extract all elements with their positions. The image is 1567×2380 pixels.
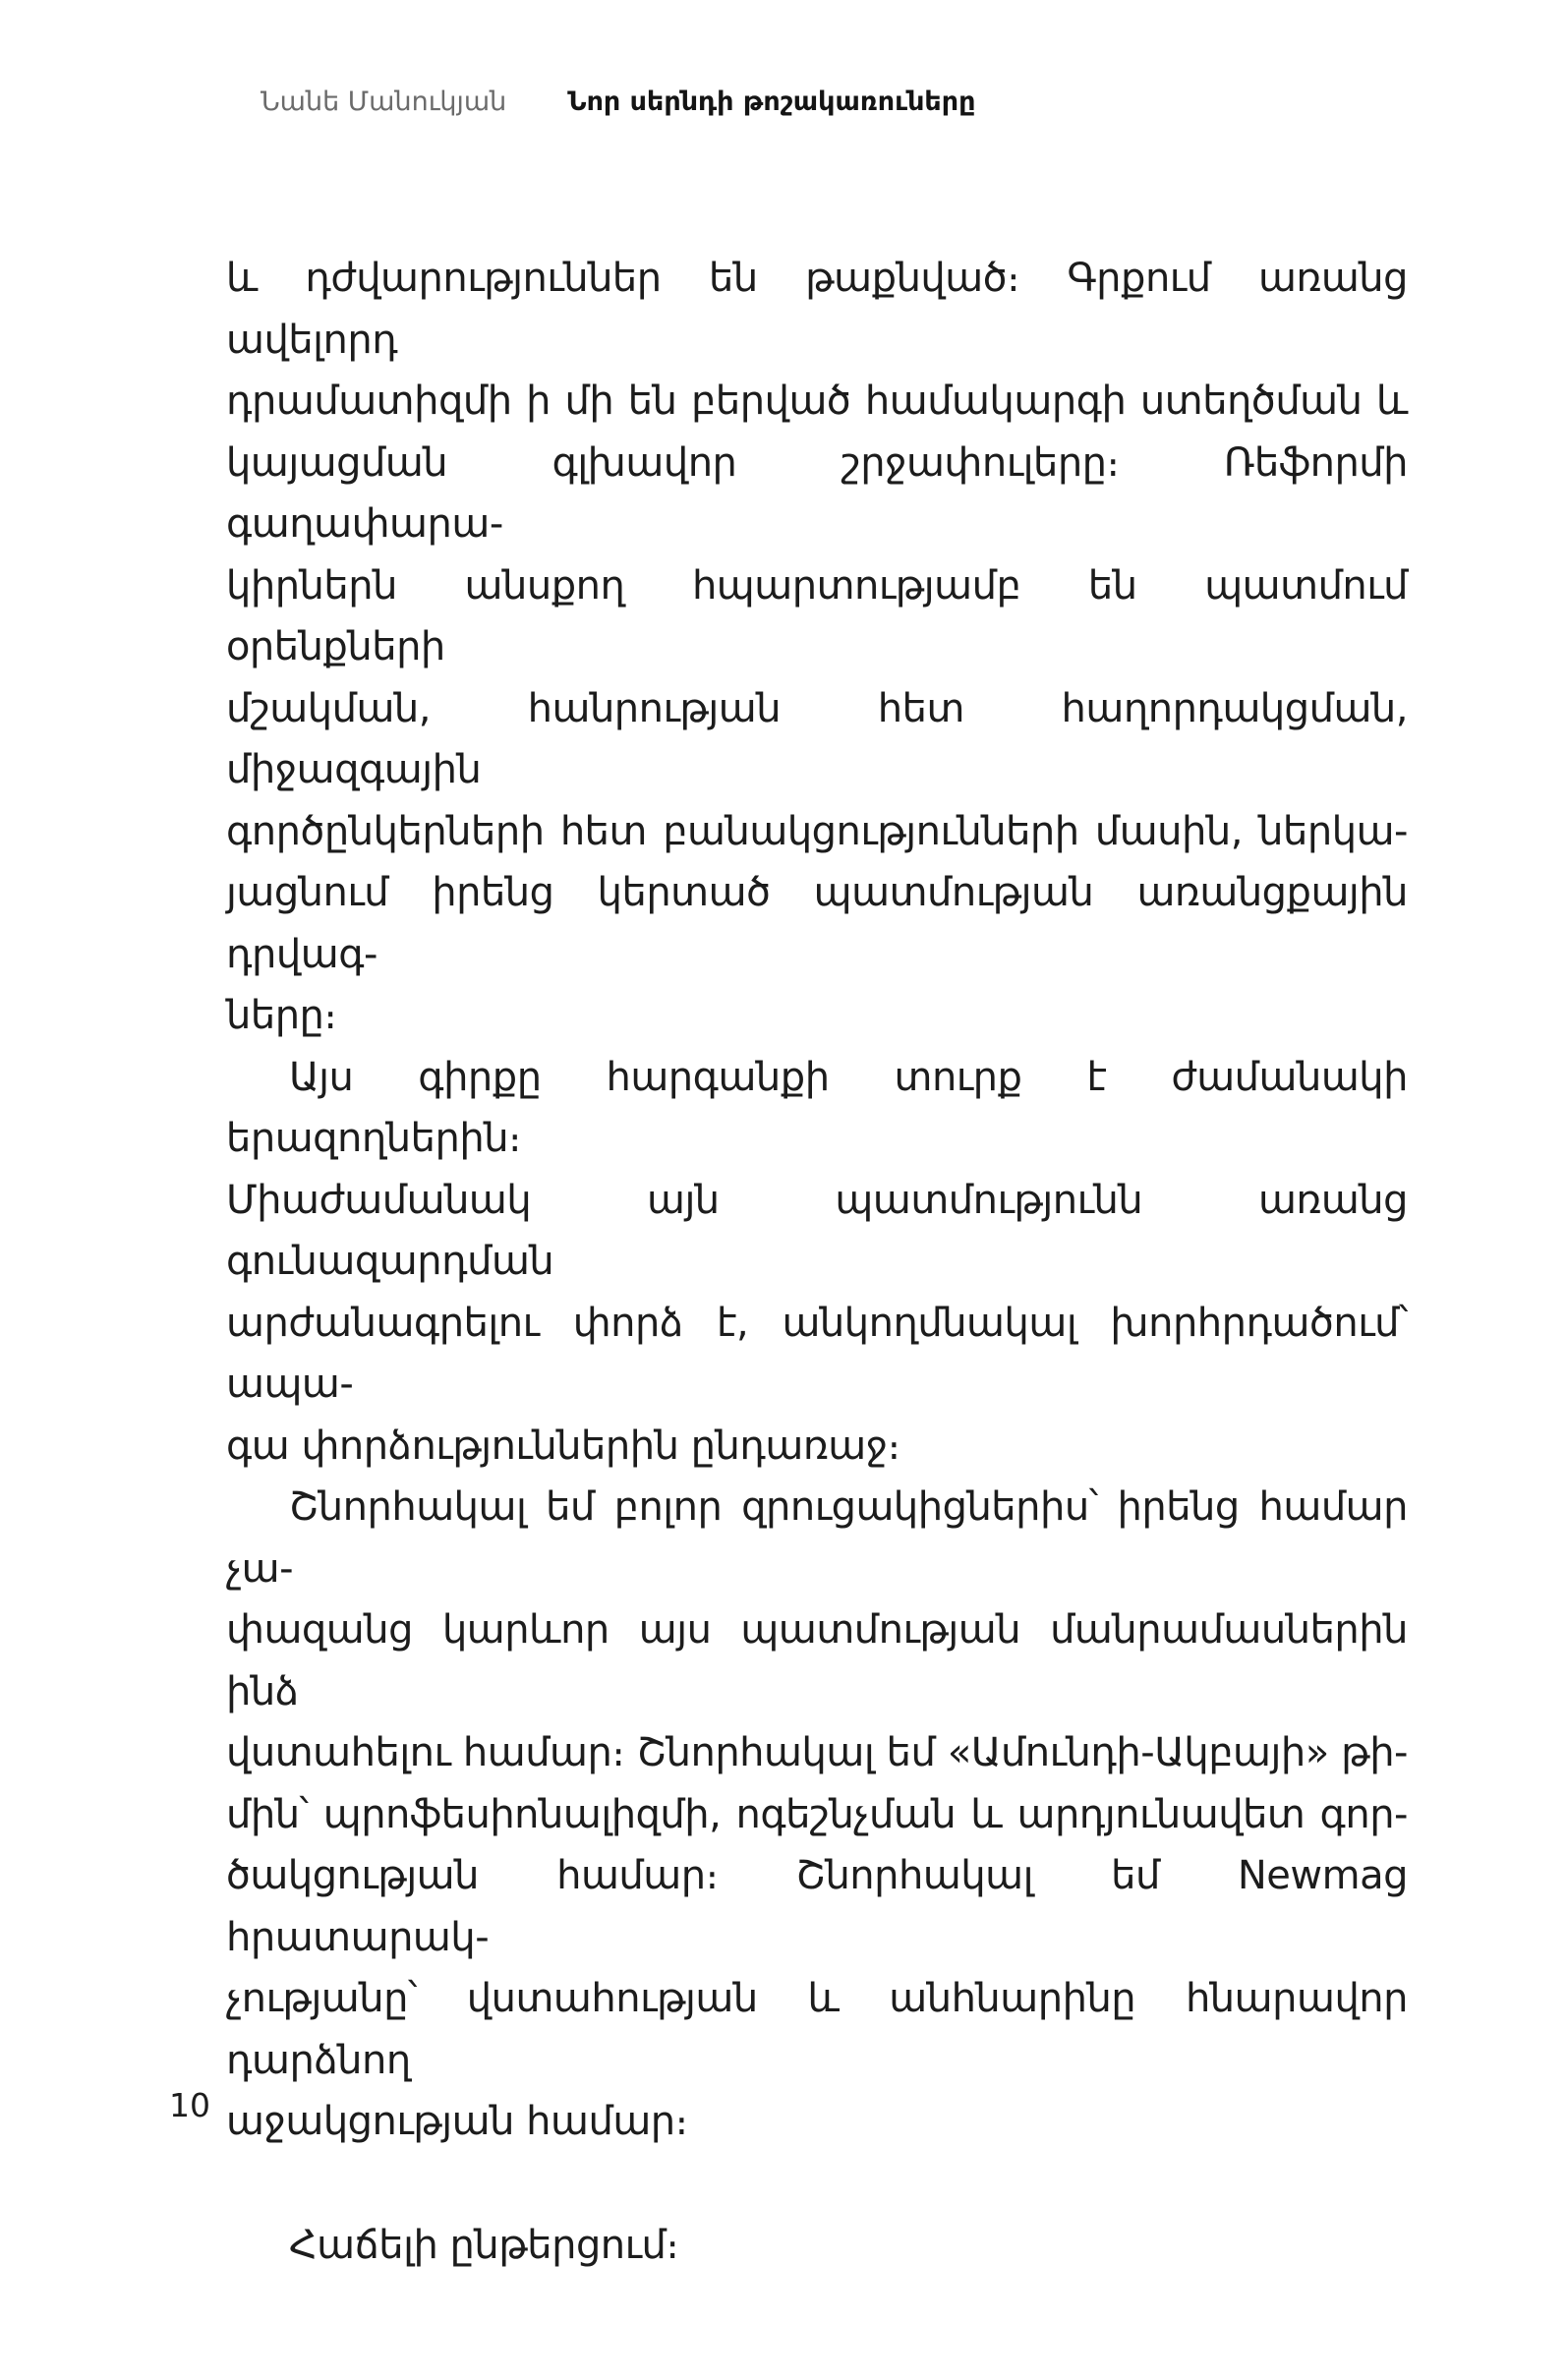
body-line: յացնում իրենց կերտած պատմության առանցքային դրվագ- [226,870,1408,977]
body-line: աջակցության համար։ [226,2099,688,2144]
body-line: գա փորձություններին ընդառաջ։ [226,1422,900,1469]
body-line: Միաժամանակ այն պատմությունն առանց գունազարդման [226,1177,1408,1284]
closing-line: Հաճելի ընթերցում։ [289,2222,679,2268]
body-line: Շնորհակալ եմ բոլոր զրուցակիցներիս՝ իրենց համար չա- [226,1484,1408,1592]
body-line: ները։ [226,993,337,1038]
body-line: փազանց կարևոր այս պատմության մանրամասներին ինձ [226,1607,1408,1714]
body-line: արժանագրելու փորձ է, անկողմնակալ խորհրդածում՝ ապա- [226,1300,1408,1407]
body-line: կայացման գլխավոր շրջափուլերը։ Ռեֆորմի գաղափարա- [226,439,1408,547]
body-line: չությանը՝ վստահության և անհնարինը հնարավոր դարձնող [226,1976,1408,2083]
body-line: դրամատիզմի ի մի են բերված համակարգի ստեղծման և [226,378,1408,424]
body-line: Այս գիրքը հարգանքի տուրք է ժամանակի երազողներին։ [226,1054,1408,1161]
running-header-book-title: Նոր սերնդի թոշակառուները [567,87,976,117]
running-header-author: Նանե Մանուկյան [261,87,507,117]
body-line: ծակցության համար։ Շնորհակալ եմ Newmag հրատարակ- [226,1853,1408,1960]
body-line: վստահելու համար։ Շնորհակալ եմ «Ամունդի-Ակբայի» թի- [226,1730,1408,1775]
body-line: մշակման, հանրության հետ հաղորդակցման, միջազգային [226,685,1408,792]
body-line: գործընկերների հետ բանակցությունների մասին, ներկա- [226,808,1408,854]
body-line: մին՝ պրոֆեսիոնալիզմի, ոգեշնչման և արդյունավետ գոր- [226,1791,1408,1837]
body-text-block [226,248,1408,2276]
page-number: 10 [169,2086,210,2124]
body-line: կիրներն անսքող հպարտությամբ են պատմում օրենքների [226,562,1408,669]
running-header [261,87,975,118]
body-line: և դժվարություններ են թաքնված։ Գրքում առանց ավելորդ [226,256,1408,363]
